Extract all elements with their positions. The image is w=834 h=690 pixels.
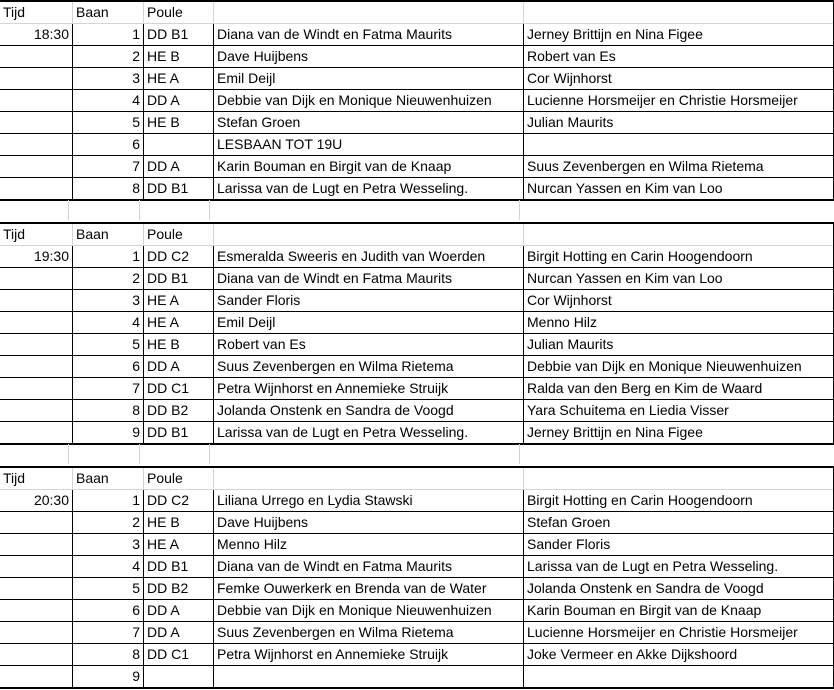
table-row [0,378,834,400]
poule-cell[interactable]: DD B1 [144,556,214,578]
team2-cell[interactable]: Suus Zevenbergen en Wilma Rietema [524,156,834,178]
team2-cell[interactable] [524,666,834,689]
team1-cell[interactable]: Karin Bouman en Birgit van de Knaap [214,156,524,178]
header-poule[interactable]: Poule [144,223,214,246]
poule-cell[interactable]: DD A [144,90,214,112]
table-row [0,334,834,356]
baan-cell[interactable]: 1 [73,246,144,268]
time-cell[interactable]: 18:30 [0,24,73,46]
schedule-block-1930 [0,222,834,445]
table-row [0,556,834,578]
team1-cell[interactable]: Jolanda Onstenk en Sandra de Voogd [214,400,524,422]
poule-cell[interactable]: DD B1 [144,422,214,445]
team1-cell[interactable]: Petra Wijnhorst en Annemieke Struijk [214,644,524,666]
table-row [0,356,834,378]
time-cell[interactable] [0,644,73,666]
table-row [0,246,834,268]
team1-cell[interactable]: Debbie van Dijk en Monique Nieuwenhuizen [214,90,524,112]
team1-cell[interactable]: Femke Ouwerkerk en Brenda van de Water [214,578,524,600]
team2-cell[interactable]: Nurcan Yassen en Kim van Loo [524,178,834,201]
team2-cell[interactable]: Cor Wijnhorst [524,290,834,312]
spacer-row[interactable] [0,444,832,464]
team2-cell[interactable]: Nurcan Yassen en Kim van Loo [524,268,834,290]
schedule-block-2030 [0,466,834,689]
team2-cell[interactable]: Jerney Brittijn en Nina Figee [524,422,834,445]
baan-cell[interactable]: 2 [73,268,144,290]
table-row [0,534,834,556]
team2-cell[interactable]: Yara Schuitema en Liedia Visser [524,400,834,422]
team2-cell[interactable] [524,134,834,156]
header-empty-cell[interactable] [214,467,524,490]
header-poule[interactable]: Poule [144,467,214,490]
time-cell[interactable] [0,334,73,356]
poule-cell[interactable]: HE B [144,46,214,68]
poule-cell[interactable]: DD C1 [144,378,214,400]
poule-cell[interactable]: HE B [144,512,214,534]
table-row [0,422,834,445]
time-cell[interactable] [0,46,73,68]
header-tijd[interactable]: Tijd [0,1,73,24]
time-cell[interactable] [0,178,73,201]
time-cell[interactable] [0,134,73,156]
team1-cell[interactable]: Emil Deijl [214,312,524,334]
table-row [0,156,834,178]
time-cell[interactable] [0,268,73,290]
poule-cell[interactable]: HE A [144,290,214,312]
table-row [0,134,834,156]
header-row [0,1,834,24]
team1-cell[interactable]: Diana van de Windt en Fatma Maurits [214,556,524,578]
team2-cell[interactable]: Lucienne Horsmeijer en Christie Horsmeijer [524,90,834,112]
baan-cell[interactable]: 4 [73,556,144,578]
baan-cell[interactable]: 7 [73,378,144,400]
table-row [0,622,834,644]
time-cell[interactable] [0,622,73,644]
time-cell[interactable] [0,90,73,112]
baan-cell[interactable]: 1 [73,490,144,512]
header-empty-cell[interactable] [524,1,834,24]
team2-cell[interactable]: Debbie van Dijk en Monique Nieuwenhuizen [524,356,834,378]
baan-cell[interactable]: 7 [73,622,144,644]
table-row [0,112,834,134]
team2-cell[interactable]: Robert van Es [524,46,834,68]
time-cell[interactable] [0,422,73,445]
team2-cell[interactable]: Jerney Brittijn en Nina Figee [524,24,834,46]
time-cell[interactable] [0,290,73,312]
time-cell[interactable]: 19:30 [0,246,73,268]
baan-cell[interactable]: 6 [73,600,144,622]
header-baan[interactable]: Baan [73,223,144,246]
baan-cell[interactable]: 9 [73,666,144,689]
poule-cell[interactable]: DD C2 [144,490,214,512]
team1-cell[interactable]: Diana van de Windt en Fatma Maurits [214,268,524,290]
team2-cell[interactable]: Julian Maurits [524,112,834,134]
spacer-row[interactable] [0,200,832,220]
time-cell[interactable] [0,68,73,90]
table-row [0,578,834,600]
poule-cell[interactable]: HE B [144,112,214,134]
team2-cell[interactable]: Birgit Hotting en Carin Hoogendoorn [524,246,834,268]
team1-cell[interactable]: Dave Huijbens [214,512,524,534]
poule-cell[interactable]: DD A [144,156,214,178]
poule-cell[interactable]: DD B1 [144,24,214,46]
header-baan[interactable]: Baan [73,467,144,490]
team2-cell[interactable]: Lucienne Horsmeijer en Christie Horsmeijer [524,622,834,644]
header-tijd[interactable]: Tijd [0,467,73,490]
team2-cell[interactable]: Birgit Hotting en Carin Hoogendoorn [524,490,834,512]
team1-cell[interactable]: Suus Zevenbergen en Wilma Rietema [214,622,524,644]
header-empty-cell[interactable] [214,223,524,246]
table-row [0,178,834,201]
poule-cell[interactable]: DD C1 [144,644,214,666]
team1-cell[interactable]: Esmeralda Sweeris en Judith van Woerden [214,246,524,268]
team2-cell[interactable]: Karin Bouman en Birgit van de Knaap [524,600,834,622]
poule-cell[interactable]: DD A [144,622,214,644]
poule-cell[interactable]: HE B [144,334,214,356]
time-cell[interactable] [0,556,73,578]
team2-cell[interactable]: Larissa van de Lugt en Petra Wesseling. [524,556,834,578]
table-row [0,24,834,46]
time-cell[interactable] [0,400,73,422]
team1-cell[interactable]: Liliana Urrego en Lydia Stawski [214,490,524,512]
baan-cell[interactable]: 4 [73,312,144,334]
team1-cell[interactable]: Robert van Es [214,334,524,356]
table-row [0,490,834,512]
team2-cell[interactable]: Sander Floris [524,534,834,556]
baan-cell[interactable]: 3 [73,534,144,556]
team1-cell[interactable]: Stefan Groen [214,112,524,134]
baan-cell[interactable]: 5 [73,334,144,356]
team2-cell[interactable]: Julian Maurits [524,334,834,356]
baan-cell[interactable]: 8 [73,644,144,666]
team1-cell[interactable]: Sander Floris [214,290,524,312]
team1-cell[interactable]: Diana van de Windt en Fatma Maurits [214,24,524,46]
time-cell[interactable] [0,512,73,534]
table-row [0,400,834,422]
time-cell[interactable] [0,534,73,556]
poule-cell[interactable]: HE A [144,68,214,90]
table-row [0,290,834,312]
time-cell[interactable] [0,356,73,378]
header-baan[interactable]: Baan [73,1,144,24]
baan-cell[interactable]: 3 [73,68,144,90]
baan-cell[interactable]: 8 [73,178,144,201]
table-row [0,90,834,112]
time-cell[interactable] [0,112,73,134]
team2-cell[interactable]: Menno Hilz [524,312,834,334]
team2-cell[interactable]: Jolanda Onstenk en Sandra de Voogd [524,578,834,600]
table-row [0,600,834,622]
poule-cell[interactable]: DD B2 [144,400,214,422]
team1-cell[interactable]: Debbie van Dijk en Monique Nieuwenhuizen [214,600,524,622]
time-cell[interactable]: 20:30 [0,490,73,512]
baan-cell[interactable]: 9 [73,422,144,445]
team1-cell[interactable]: Menno Hilz [214,534,524,556]
table-row [0,312,834,334]
baan-cell[interactable]: 2 [73,512,144,534]
team1-cell[interactable] [214,666,524,689]
time-cell[interactable] [0,578,73,600]
team1-cell[interactable]: Petra Wijnhorst en Annemieke Struijk [214,378,524,400]
header-tijd[interactable]: Tijd [0,223,73,246]
table-row [0,644,834,666]
poule-cell[interactable] [144,666,214,689]
poule-cell[interactable] [144,134,214,156]
time-cell[interactable] [0,156,73,178]
header-row [0,467,834,490]
baan-cell[interactable]: 7 [73,156,144,178]
baan-cell[interactable]: 2 [73,46,144,68]
header-empty-cell[interactable] [524,223,834,246]
header-empty-cell[interactable] [214,1,524,24]
baan-cell[interactable]: 6 [73,134,144,156]
time-cell[interactable] [0,312,73,334]
schedule-block-1830 [0,0,834,201]
header-row [0,223,834,246]
baan-cell[interactable]: 4 [73,90,144,112]
time-cell[interactable] [0,378,73,400]
poule-cell[interactable]: HE A [144,312,214,334]
table-row [0,46,834,68]
baan-cell[interactable]: 1 [73,24,144,46]
poule-cell[interactable]: DD A [144,356,214,378]
team1-cell[interactable]: Suus Zevenbergen en Wilma Rietema [214,356,524,378]
baan-cell[interactable]: 3 [73,290,144,312]
team2-cell[interactable]: Joke Vermeer en Akke Dijkshoord [524,644,834,666]
table-row [0,666,834,689]
header-empty-cell[interactable] [524,467,834,490]
team2-cell[interactable]: Cor Wijnhorst [524,68,834,90]
table-row [0,68,834,90]
team1-cell[interactable]: LESBAAN TOT 19U [214,134,524,156]
baan-cell[interactable]: 6 [73,356,144,378]
team2-cell[interactable]: Ralda van den Berg en Kim de Waard [524,378,834,400]
team1-cell[interactable]: Emil Deijl [214,68,524,90]
baan-cell[interactable]: 5 [73,112,144,134]
poule-cell[interactable]: DD B2 [144,578,214,600]
baan-cell[interactable]: 8 [73,400,144,422]
header-poule[interactable]: Poule [144,1,214,24]
poule-cell[interactable]: HE A [144,534,214,556]
team1-cell[interactable]: Larissa van de Lugt en Petra Wesseling. [214,422,524,445]
baan-cell[interactable]: 5 [73,578,144,600]
poule-cell[interactable]: DD B1 [144,268,214,290]
table-row [0,512,834,534]
poule-cell[interactable]: DD B1 [144,178,214,201]
team2-cell[interactable]: Stefan Groen [524,512,834,534]
poule-cell[interactable]: DD C2 [144,246,214,268]
time-cell[interactable] [0,666,73,689]
table-row [0,268,834,290]
poule-cell[interactable]: DD A [144,600,214,622]
time-cell[interactable] [0,600,73,622]
team1-cell[interactable]: Larissa van de Lugt en Petra Wesseling. [214,178,524,201]
team1-cell[interactable]: Dave Huijbens [214,46,524,68]
